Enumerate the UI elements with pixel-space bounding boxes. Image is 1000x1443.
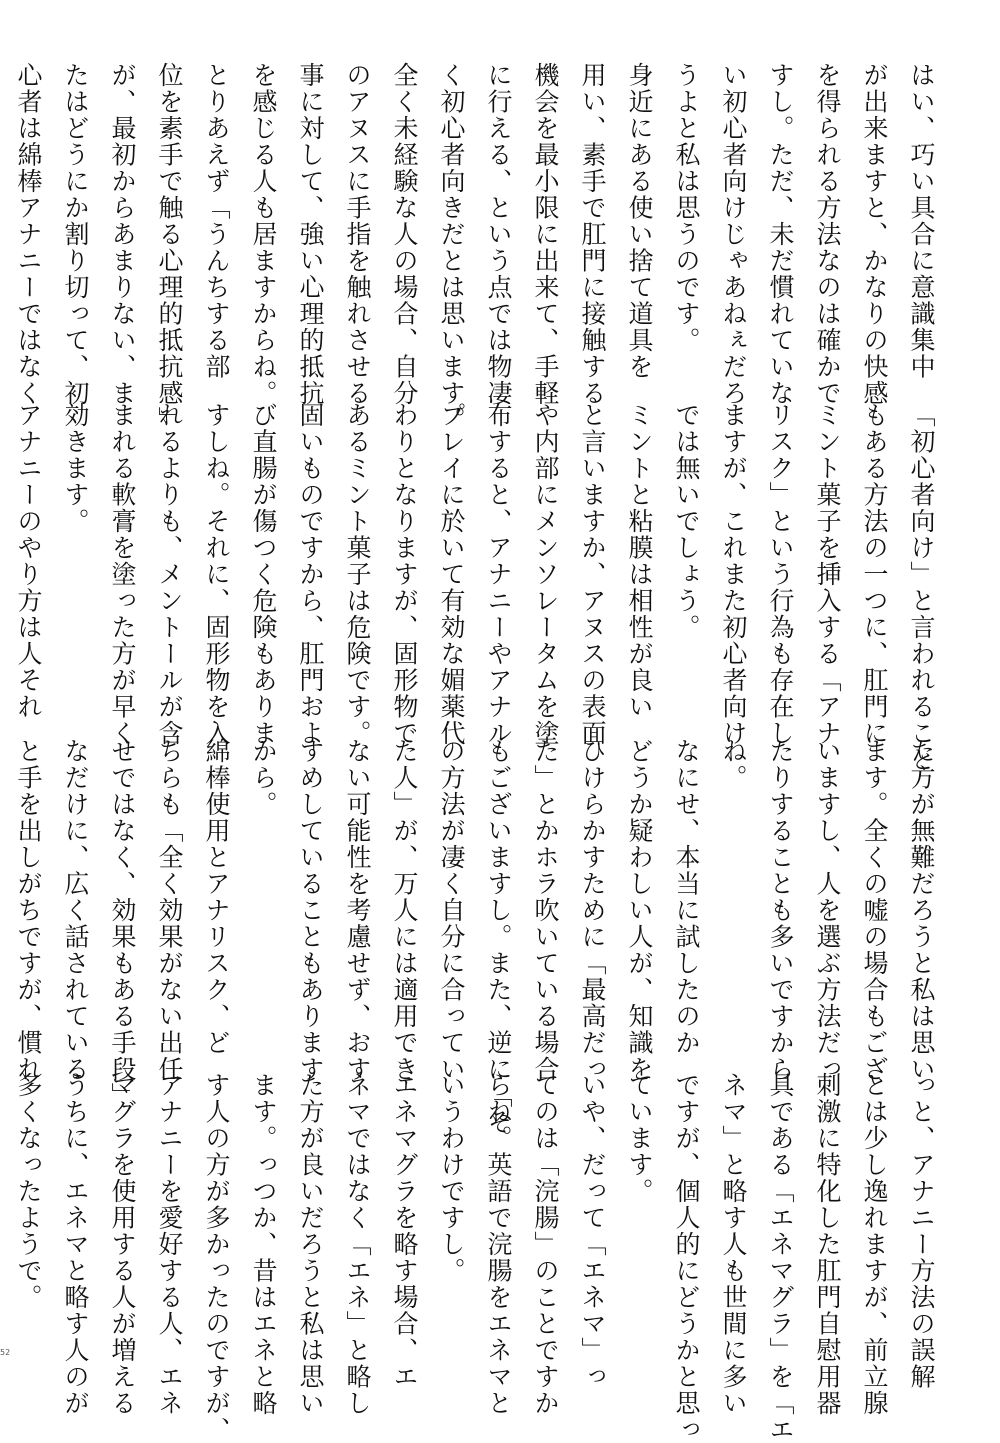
text-column: ですが、個人的にどうかと思っ [672,1072,701,1443]
text-column: い初心者向けじゃあねぇだろ [719,62,748,407]
text-column: が、最初からあまりない、ま [108,62,137,407]
text-column: た」とかホラ吹いている場合 [531,738,560,1083]
text-column: に行える、という点では物凄 [484,62,513,407]
text-column: が出来ますと、かなりの快感 [860,62,889,407]
text-column: 機会を最小限に出来て、手軽 [531,62,560,407]
text-column: アナニーのやり方は人それ [14,402,43,720]
text-column: ます。っつか、昔はエネと略 [249,1072,278,1417]
text-tier-1 [14,62,940,433]
text-column: すしね。それに、固形物を入 [202,402,231,747]
text-column: を得られる方法なのは確かで [813,62,842,407]
text-column: いや、だって「エネマ」っ [578,1072,607,1390]
text-column: マグラを使用する人が増える [108,1072,137,1417]
text-column: 具である「エネマグラ」を「エ [766,1072,795,1443]
text-tier-4 [14,1072,940,1443]
text-column: はい、巧い具合に意識集中 [907,62,936,380]
text-column: 心者は綿棒アナニーではなく [14,62,43,407]
text-column: エネマグラを略す場合、エ [390,1072,419,1390]
text-column: を感じる人も居ますからね。 [249,62,278,407]
text-column: っと、アナニー方法の誤解 [907,1072,936,1390]
text-column: ね。 [719,738,748,791]
text-column: すし。ただ、未だ慣れていな [766,62,795,407]
text-column: た人」が、万人には適用でき [390,738,419,1083]
text-column: 固いものですから、肛門およ [296,402,325,747]
text-column: す人の方が多かったのですが、 [202,1072,231,1443]
text-column: た方が良いだろうと私は思い [296,1072,325,1417]
text-column: から。 [249,738,278,818]
text-tier-2 [14,402,940,773]
text-column: く初心者向きだとは思います。 [437,62,466,433]
text-tier-3 [14,738,940,1136]
text-column: ています。 [625,1072,654,1205]
text-column: とりあえず「うんちする部 [202,62,231,380]
text-column: プレイに於いて有効な媚薬代 [437,402,466,747]
text-column: れるよりも、メントールが含 [155,402,184,747]
text-column: たりすることも多いですから [766,738,795,1083]
text-column: いますし、人を選ぶ方法だっ [813,738,842,1083]
text-column: び直腸が傷つく危険もありま [249,402,278,747]
text-column: たはどうにか割り切って、初 [61,62,90,407]
text-column: 多くなったようで。 [14,1072,43,1311]
page-number: 52 [0,1348,11,1357]
text-column: 用い、素手で肛門に接触する [578,62,607,407]
text-column: どうか疑わしい人が、知識を [625,738,654,1083]
text-column: てのは「浣腸」のことですか [531,1072,560,1417]
text-column: ますが、これまた初心者向け [719,402,748,747]
text-column: ます。全くの嘘の場合もござ [860,738,889,1083]
text-column: ネマ」と略す人も世間に多い [719,1072,748,1417]
text-column: アナニーを愛好する人、エネ [155,1072,184,1417]
text-column: うよと私は思うのです。 [672,62,701,354]
text-column: の方法が凄く自分に合ってい [437,738,466,1083]
text-column: のアヌスに手指を触れさせる [343,62,372,407]
text-column: では無いでしょう。 [672,402,701,641]
text-column: ちらも「全く効果がない出任 [155,738,184,1083]
text-column: や内部にメンソレータムを塗 [531,402,560,747]
text-column: なだけに、広く話されている [61,738,90,1083]
text-column: すめしていることもあります [296,738,325,1083]
text-column: 身近にある使い捨て道具を [625,62,654,380]
text-column: あるミント菓子は危険です。 [343,402,372,747]
text-column: 全く未経験な人の場合、自分 [390,62,419,407]
text-column: 刺激に特化した肛門自慰用器 [813,1072,842,1417]
text-column: もある方法の一つに、肛門に [860,402,889,747]
text-column: まれる軟膏を塗った方が早く [108,402,137,747]
text-column: と手を出しがちですが、慣れ [14,738,43,1083]
text-column: らね。英語で浣腸をエネマと [484,1072,513,1417]
text-column: うちに、エネマと略す人のが [61,1072,90,1417]
text-column: リスク」という行為も存在し [766,402,795,747]
text-column: せではなく、効果もある手段」 [108,738,137,1109]
text-column: 綿棒使用とアナリスク、ど [202,738,231,1056]
text-column: とは少し逸れますが、前立腺 [860,1072,889,1417]
text-column: 事に対して、強い心理的抵抗 [296,62,325,407]
text-column: た方が無難だろうと私は思い [907,738,936,1083]
text-column: わりとなりますが、固形物で [390,402,419,747]
text-column: なにせ、本当に試したのか [672,738,701,1056]
text-column: 「初心者向け」と言われること [907,402,936,773]
text-column: いうわけですし。 [437,1072,466,1284]
text-column: ミント菓子を挿入する「アナ [813,402,842,747]
text-column: ミントと粘膜は相性が良い [625,402,654,720]
text-column: 布すると、アナニーやアナル [484,402,513,747]
text-column: と言いますか、アヌスの表面 [578,402,607,747]
text-column: 位を素手で触る心理的抵抗感」 [155,62,184,433]
text-column: ひけらかすために「最高だっ [578,738,607,1083]
text-column: もございますし。また、逆に「そ [484,738,513,1136]
text-column: ない可能性を考慮せず、おす [343,738,372,1083]
text-column: 効きます。 [61,402,90,535]
text-column: ネマではなく「エネ」と略し [343,1072,372,1417]
